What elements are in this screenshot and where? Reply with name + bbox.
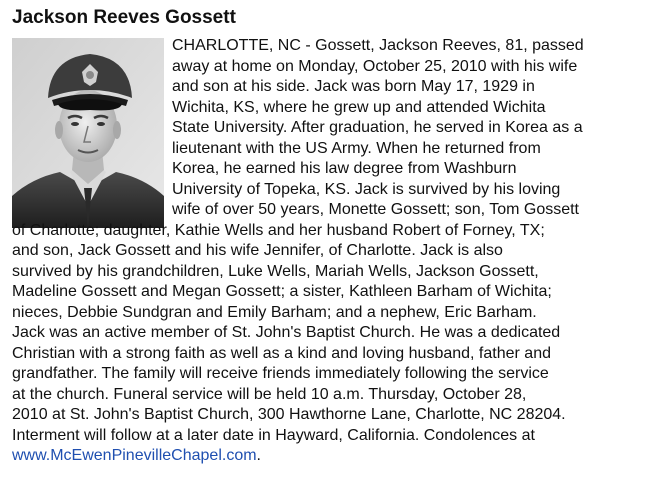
body-line: nieces, Debbie Sundgran and Emily Barham; and a nephew, Eric Barham. <box>12 303 537 321</box>
link-period: . <box>256 447 261 464</box>
body-line: Jack was an active member of St. John's Baptist Church. He was a dedicated <box>12 324 561 341</box>
body-line: Madeline Gossett and Megan Gossett; a sister, Kathleen Barham of Wichita; <box>12 283 552 300</box>
body-line: away at home on Monday, October 25, 2010 with his wife <box>172 57 578 75</box>
body-line: lieutenant with the US Army. When he returned from <box>172 139 541 157</box>
body-line: Interment will follow at a later date in Hayward, California. Condolences at <box>12 426 535 444</box>
body-line: Korea, he earned his law degree from Washburn <box>172 160 517 177</box>
obituary-body <box>12 36 642 467</box>
body-line: and son, Jack Gossett and his wife Jennifer, of Charlotte. Jack is also <box>12 242 503 259</box>
body-line: University of Topeka, KS. Jack is survived by his loving <box>172 180 561 198</box>
body-line: 2010 at St. John's Baptist Church, 300 Hawthorne Lane, Charlotte, NC 28204. <box>12 406 566 423</box>
obituary-title: Jackson Reeves Gossett <box>12 7 236 28</box>
body-line: grandfather. The family will receive friends immediately following the service <box>12 365 549 382</box>
body-line: survived by his grandchildren, Luke Wells, Mariah Wells, Jackson Gossett, <box>12 262 539 280</box>
body-line: State University. After graduation, he served in Korea as a <box>172 119 583 136</box>
chapel-website-link[interactable]: www.McEwenPinevilleChapel.com <box>12 447 257 464</box>
body-line: wife of over 50 years, Monette Gossett; son, Tom Gossett <box>172 201 579 218</box>
body-line: and son at his side. Jack was born May 17, 1929 in <box>172 78 535 95</box>
body-line: CHARLOTTE, NC - Gossett, Jackson Reeves, 81, passed <box>172 37 584 54</box>
body-line: Wichita, KS, where he grew up and attended Wichita <box>172 98 546 116</box>
link-line <box>12 446 642 467</box>
body-line: at the church. Funeral service will be held 10 a.m. Thursday, October 28, <box>12 385 527 403</box>
body-line: Christian with a strong faith as well as a kind and loving husband, father and <box>12 344 551 362</box>
body-line: of Charlotte; daughter, Kathie Wells and her husband Robert of Forney, TX; <box>12 221 545 239</box>
